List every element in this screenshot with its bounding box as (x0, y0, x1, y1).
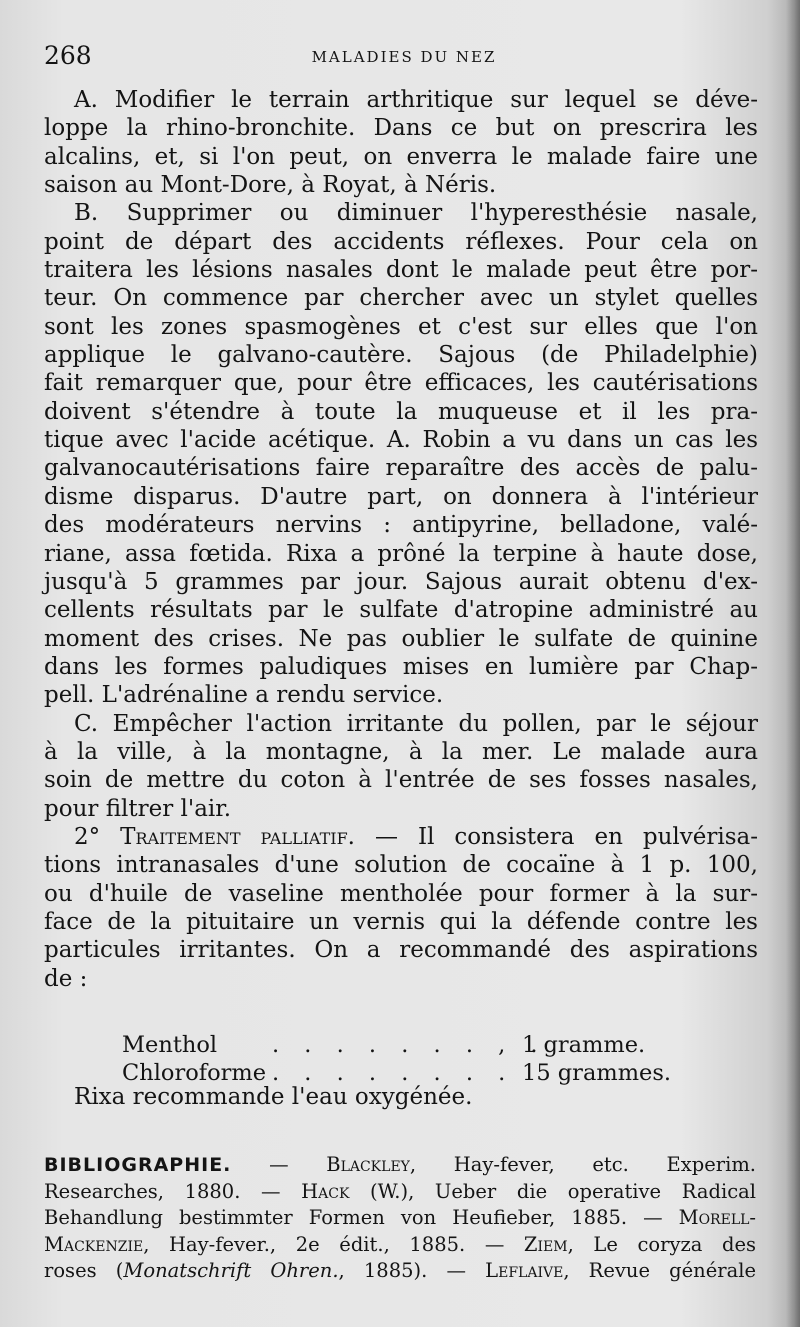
text-line: doivent s'étendre à toute la muqueuse et il les pra- (44, 398, 758, 425)
text-line: pell. L'adrénaline a rendu service. (44, 682, 444, 709)
palliatif-first-rest: — Il consistera en pulvérisa- (375, 823, 759, 850)
biblio-line (44, 1232, 756, 1259)
formula-leader: . . . . . . . . (272, 1060, 515, 1086)
biblio-text: — (269, 1153, 327, 1176)
text-line: jusqu'à 5 grammes par jour. Sajous aurait obtenu d'ex- (44, 568, 758, 595)
text-line: applique le galvano-cautère. Sajous (de Philadelphie) (44, 342, 758, 369)
body-text (44, 86, 758, 993)
text-line: disme disparus. D'autre part, on donnera à l'intérieur (44, 483, 758, 510)
formula-row (122, 1031, 682, 1059)
biblio-journal: Monatschrift Ohren. (123, 1259, 339, 1282)
biblio-text: roses ( (44, 1259, 124, 1282)
biblio-line (44, 1152, 756, 1179)
biblio-text: Behandlung bestimmter Formen von Heufieber, 1885. — (44, 1206, 679, 1229)
text-line: à la ville, à la montagne, à la mer. Le malade aura (44, 738, 758, 765)
text-line: galvanocautérisations faire reparaître des accès de palu- (44, 455, 758, 482)
biblio-line (44, 1205, 756, 1232)
formula-leader: . . . . . . . , . (272, 1032, 547, 1058)
biblio-text: (W.), Ueber die operative Radical (349, 1179, 756, 1203)
formula-ingredient: Chloroforme (122, 1060, 267, 1086)
text-line: tions intranasales d'une solution de cocaïne à 1 p. 100, (44, 852, 758, 879)
text-line: face de la pituitaire un vernis qui la défende contre les (44, 908, 758, 935)
biblio-author: Mackenzie (44, 1232, 144, 1256)
bibliography (44, 1152, 756, 1285)
text-line: C. Empêcher l'action irritante du pollen, par le séjour (74, 710, 758, 737)
biblio-author: Hack (301, 1179, 350, 1203)
text-line: tique avec l'acide acétique. A. Robin a vu dans un cas les (44, 427, 758, 454)
text-line: A. Modifier le terrain arthritique sur lequel se déve- (74, 87, 758, 113)
biblio-text: Researches, 1880. — (44, 1179, 302, 1203)
running-head: MALADIES DU NEZ (311, 48, 497, 66)
biblio-text: , Hay-fever, etc. Experim. (409, 1153, 757, 1176)
text-line: des modérateurs nervins : antipyrine, belladone, valé- (44, 512, 758, 539)
text-line: de : (44, 965, 88, 992)
biblio-author: Morell- (678, 1206, 756, 1229)
palliatif-number: 2° (74, 823, 101, 850)
biblio-line (44, 1258, 756, 1285)
page-edge-shadow (786, 0, 800, 1327)
palliatif-line (44, 823, 758, 851)
page-number: 268 (44, 41, 92, 70)
text-line: fait remarquer que, pour être efficaces, les cautérisations (44, 370, 758, 397)
formula-quantity: 15 grammes. (522, 1060, 672, 1086)
biblio-author: Leflaive (485, 1259, 564, 1282)
text-line: alcalins, et, si l'on peut, on enverra le malade faire une (44, 143, 758, 170)
biblio-text: , 1885). — (338, 1259, 486, 1282)
text-line: saison au Mont-Dore, à Royat, à Néris. (44, 172, 497, 199)
text-line: pour filtrer l'air. (44, 795, 232, 822)
after-formula-text: Rixa recommande l'eau oxygénée. (74, 1084, 473, 1110)
text-line: B. Supprimer ou diminuer l'hyperesthésie nasale, (74, 200, 758, 227)
text-line: moment des crises. Ne pas oublier le sulfate de quinine (44, 625, 758, 652)
biblio-text: , Hay-fever., 2e édit., 1885. — (143, 1232, 524, 1256)
text-line: riane, assa fœtida. Rixa a prôné la terpine à haute dose, (44, 540, 758, 567)
biblio-author: Ziem (523, 1232, 568, 1256)
biblio-text: , Le coryza des (567, 1232, 756, 1256)
page-header (44, 40, 764, 74)
formula-quantity: 1 gramme. (522, 1032, 646, 1058)
prescription-formula (122, 1031, 682, 1087)
text-line: sont les zones spasmogènes et c'est sur elles que l'on (44, 313, 758, 340)
text-line: traitera les lésions nasales dont le malade peut être por- (44, 257, 758, 284)
text-line: dans les formes paludiques mises en lumière par Chap- (44, 653, 758, 680)
text-line: teur. On commence par chercher avec un stylet quelles (44, 285, 758, 312)
palliatif-heading: Traitement palliatif. (120, 823, 355, 850)
text-line: loppe la rhino-bronchite. Dans ce but on prescrira les (44, 115, 758, 142)
biblio-line (44, 1179, 756, 1206)
biblio-author: Blackley (326, 1153, 410, 1176)
text-line: cellents résultats par le sulfate d'atropine administré au (44, 597, 758, 624)
text-line: particules irritantes. On a recommandé des aspirations (44, 937, 758, 964)
text-line: point de départ des accidents réflexes. Pour cela on (44, 228, 758, 255)
biblio-text: , Revue générale (563, 1259, 757, 1282)
text-line: ou d'huile de vaseline mentholée pour former à la sur- (44, 880, 758, 907)
text-line: soin de mettre du coton à l'entrée de ses fosses nasales, (44, 767, 758, 794)
formula-ingredient: Menthol (122, 1032, 218, 1058)
bibliography-heading: BIBLIOGRAPHIE. (44, 1154, 232, 1176)
